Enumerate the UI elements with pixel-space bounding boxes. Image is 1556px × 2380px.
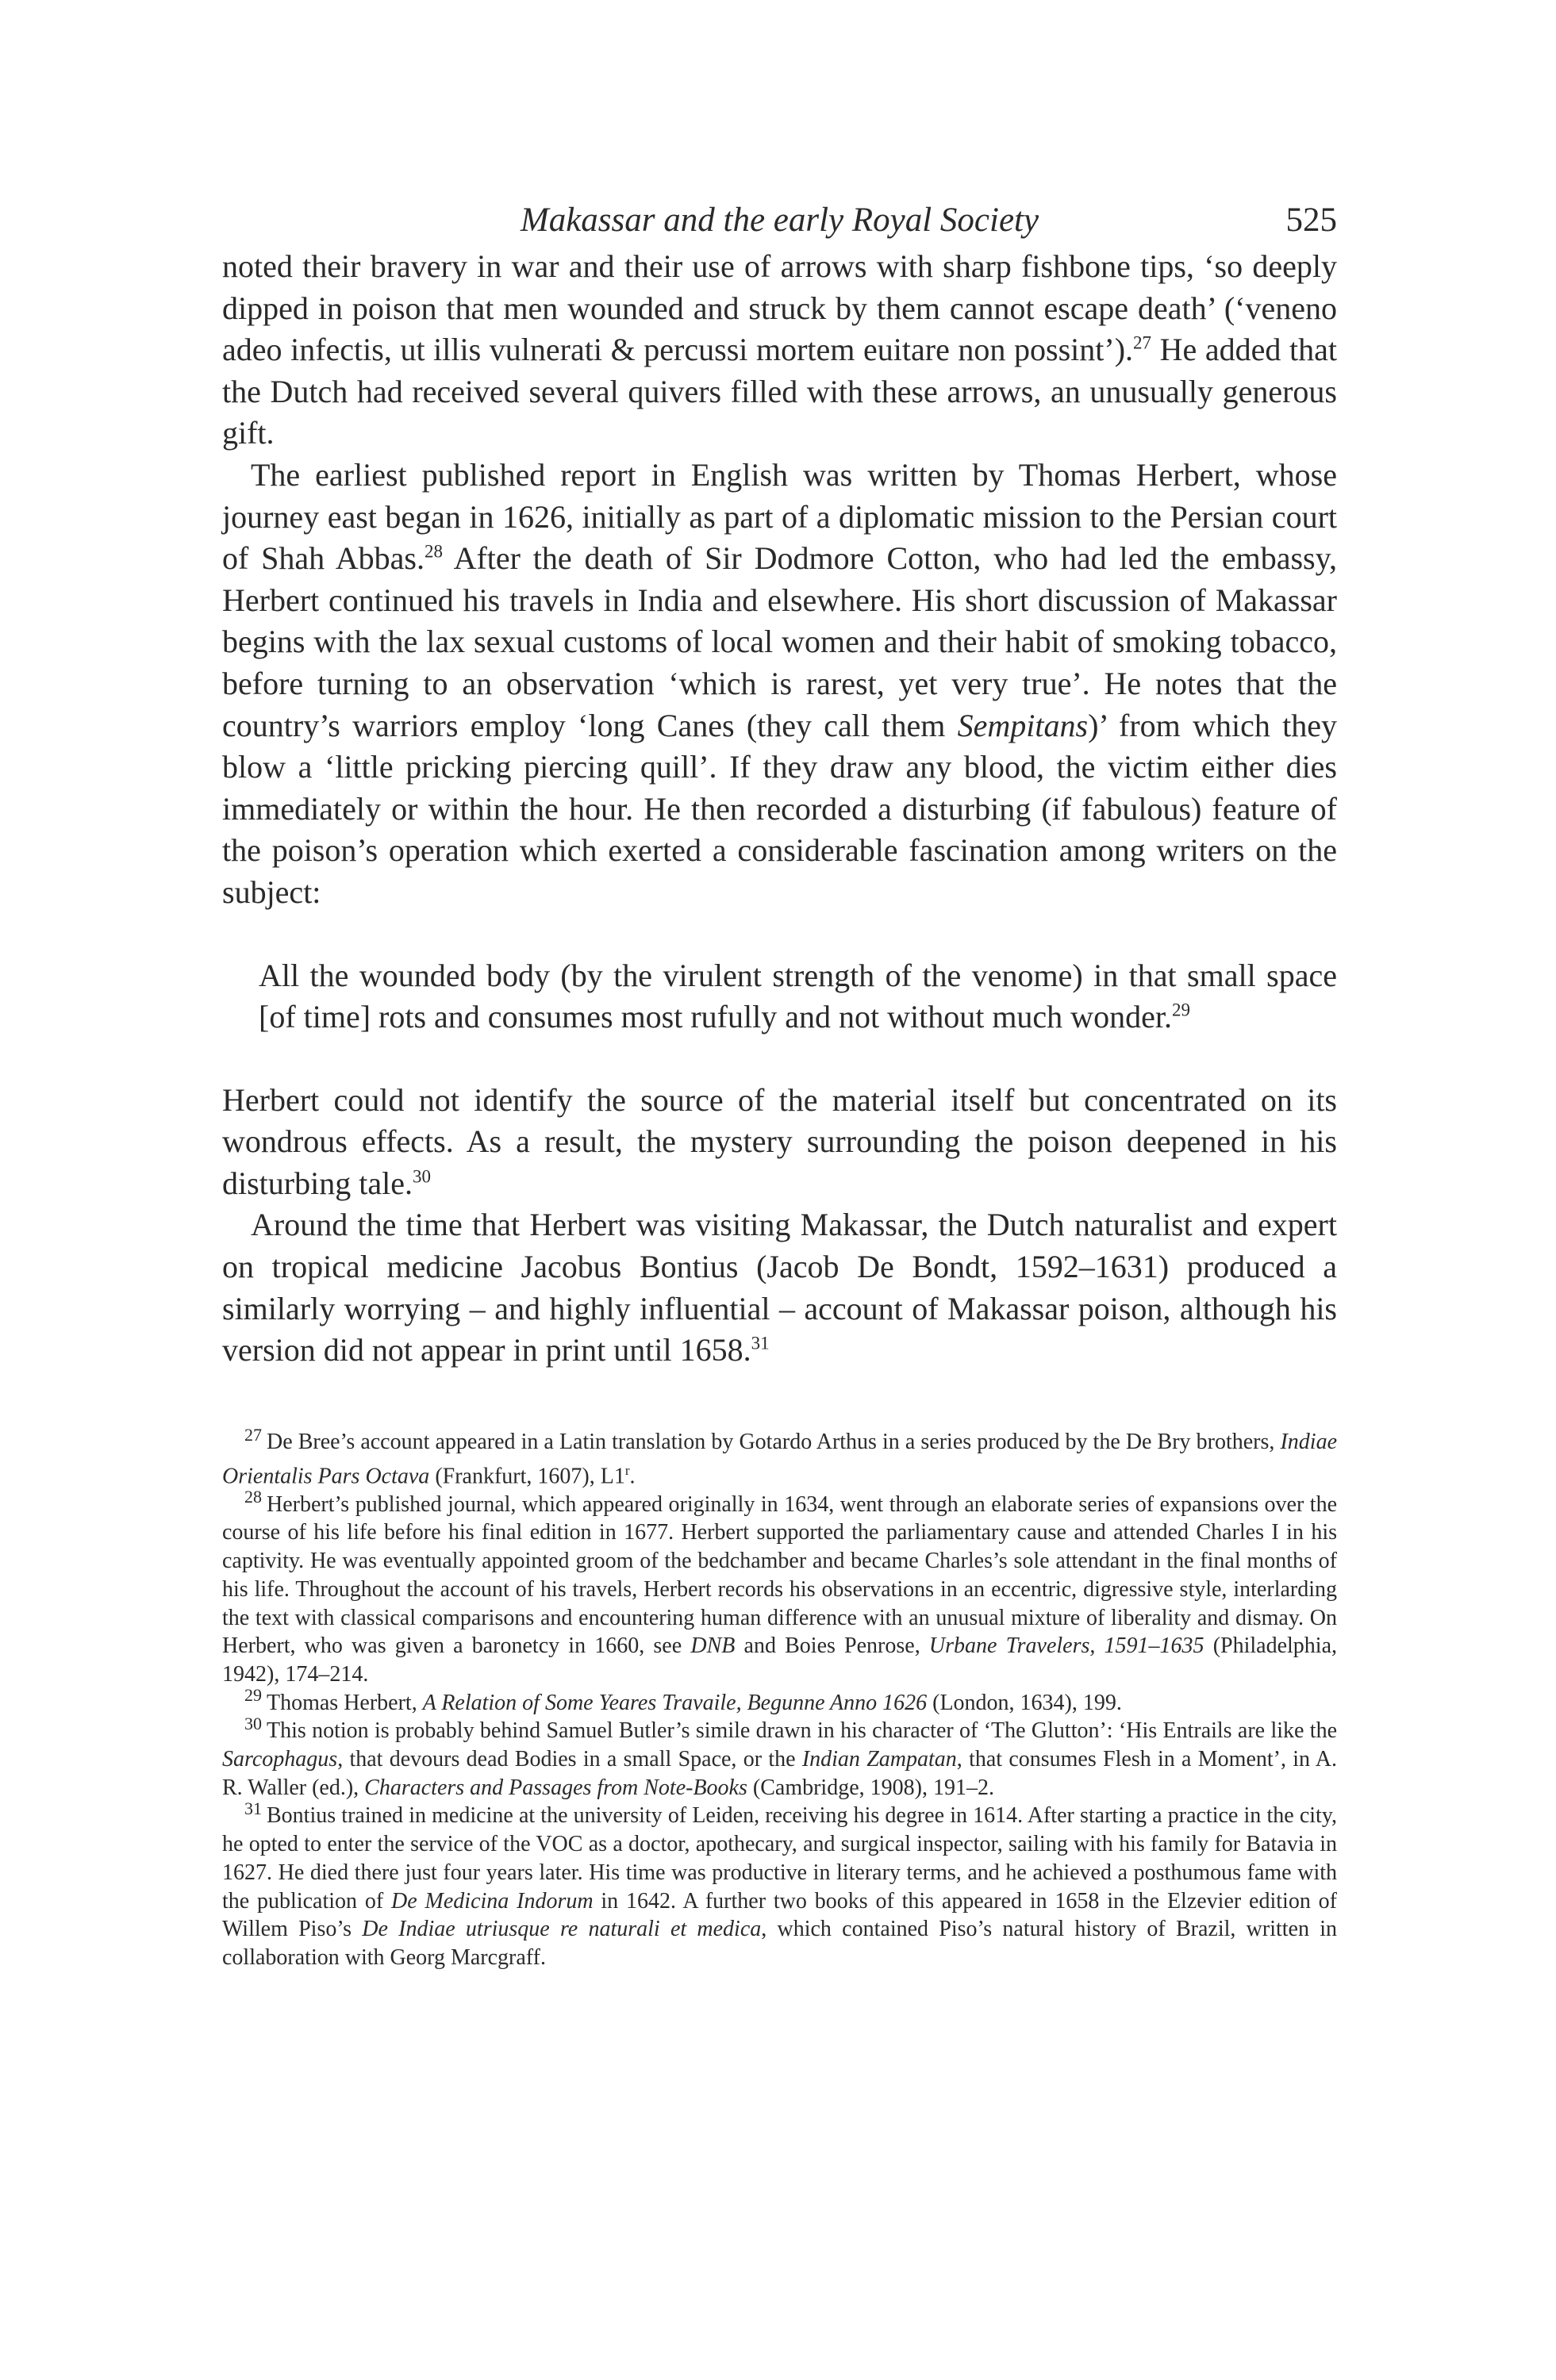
footnote-text: , which contained Piso’s natural history of Brazil, written in collaboration with Georg Marcgraff. bbox=[222, 1917, 1337, 1970]
footnote-text: (Philadelphia, 1942), 174–214. bbox=[222, 1633, 1338, 1687]
footnote-text: . bbox=[629, 1464, 636, 1489]
paragraph-text: )’ from which they blow a ‘little pricking piercing quill’. If they draw any blood, the victim either dies immediately or within the hour. He then recorded a disturbing (if fabulous) feature of the poison’s operation which exerted a considerable fascination among writers on the subject: bbox=[222, 707, 1338, 910]
footnote-title: Indian Zampatan bbox=[801, 1747, 957, 1772]
footnote-text: (London, 1634), 199. bbox=[927, 1690, 1122, 1715]
running-head bbox=[222, 197, 1337, 244]
footnote-text: , that devours dead Bodies in a small Space, or the bbox=[337, 1747, 802, 1772]
footnote-number: 29 bbox=[244, 1685, 262, 1706]
paragraph-2 bbox=[222, 455, 1337, 914]
footnote-28 bbox=[222, 1487, 1338, 1689]
paragraph-text: noted their bravery in war and their use of arrows with sharp fishbone tips, ‘so deeply dipped in poison that men wounded and struck by them cannot escape death’ (‘veneno adeo infectis, ut illis vulnerati & percussi mortem euitare non possint’). bbox=[222, 248, 1337, 368]
block-quote bbox=[259, 955, 1337, 1038]
paragraph-text: Around the time that Herbert was visiting Makassar, the Dutch naturalist and expert on tropical medicine Jacobus Bontius (Jacob De Bondt, 1592–1631) produced a similarly worrying – and highly influential – account of Makassar poison, although his version did not appear in print until 1658. bbox=[222, 1207, 1337, 1368]
footnote-number: 30 bbox=[244, 1714, 262, 1734]
footnote-text: Herbert’s published journal, which appeared originally in 1634, went through an elaborate series of expansions over the course of his life before his final edition in 1677. Herbert supported the parliamentary cause and attended Charles I in his captivity. He was eventually appointed groom of the bedchamber and became Charles’s sole attendant in the final months of his life. Throughout the account of his travels, Herbert records his observations in an eccentric, digressive style, interlarding the text with classical comparisons and encountering human difference with an unusual mixture of liberality and dismay. On Herbert, who was given a baronetcy in 1660, see bbox=[222, 1491, 1337, 1659]
footnote-ref-28: 28 bbox=[424, 541, 443, 562]
footnote-29 bbox=[222, 1685, 1337, 1718]
footnote-text: , that consumes Flesh in a Moment’, in A. R. Waller (ed.), bbox=[222, 1747, 1337, 1800]
footnote-title: A Relation of Some Yeares Travaile, Begunne Anno 1626 bbox=[422, 1690, 928, 1715]
footnote-ref-31: 31 bbox=[751, 1333, 770, 1353]
main-text bbox=[222, 246, 1337, 1372]
paragraph-3 bbox=[222, 1080, 1337, 1205]
footnote-text: Bontius trained in medicine at the university of Leiden, receiving his degree in 1614. After starting a practice in the city, he opted to enter the service of the VOC as a doctor, apothecary, and surgical inspector, sailing with his family for Batavia in 1627. He died there just four years later. His time was productive in literary terms, and he achieved a posthumous fame with the publication of bbox=[222, 1803, 1337, 1914]
footnote-text: (Cambridge, 1908), 191–2. bbox=[747, 1775, 994, 1800]
footnote-text: and Boies Penrose, bbox=[735, 1633, 929, 1659]
footnote-title: Characters and Passages from Note-Books bbox=[364, 1775, 747, 1800]
footnote-31 bbox=[222, 1798, 1337, 1971]
paragraph-4 bbox=[222, 1204, 1337, 1371]
page-number: 525 bbox=[1285, 202, 1337, 239]
paragraph-text: The earliest published report in English was written by Thomas Herbert, whose journey east began in 1626, initially as part of a diplomatic mission to the Persian court of Shah Abbas. bbox=[222, 456, 1337, 577]
footnote-title: Indiae Orientalis Pars Octava bbox=[222, 1430, 1337, 1489]
footnote-ref-30: 30 bbox=[412, 1166, 431, 1187]
footnote-superscript: r bbox=[624, 1462, 630, 1478]
footnote-ref-29: 29 bbox=[1171, 1000, 1190, 1020]
footnote-title: Sarcophagus bbox=[222, 1747, 338, 1772]
paragraph-1 bbox=[222, 246, 1337, 455]
paragraph-text: He added that the Dutch had received several quivers filled with these arrows, an unusually generous gift. bbox=[222, 332, 1338, 451]
footnote-text: De Bree’s account appeared in a Latin translation by Gotardo Arthus in a series produced by the De Bry brothers, bbox=[267, 1430, 1281, 1454]
footnote-title: DNB bbox=[690, 1633, 736, 1659]
footnote-number: 31 bbox=[244, 1798, 262, 1819]
footnote-27 bbox=[222, 1424, 1337, 1491]
footnote-text: (Frankfurt, 1607), L1 bbox=[429, 1464, 625, 1489]
running-head-title: Makassar and the early Royal Society bbox=[520, 202, 1039, 239]
footnote-text: in 1642. A further two books of this appeared in 1658 in the Elzevier edition of Willem Piso’s bbox=[222, 1888, 1337, 1942]
footnote-title: De Medicina Indorum bbox=[391, 1888, 594, 1914]
footnote-text: Thomas Herbert, bbox=[267, 1690, 423, 1715]
footnote-title: De Indiae utriusque re naturali et medica bbox=[362, 1917, 762, 1942]
quote-text: All the wounded body (by the virulent strength of the venome) in that small space [of time] rots and consumes most rufully and not without much wonder. bbox=[259, 957, 1337, 1035]
footnote-ref-27: 27 bbox=[1133, 332, 1152, 353]
footnote-title: Urbane Travelers, 1591–1635 bbox=[928, 1633, 1204, 1659]
footnote-30 bbox=[222, 1714, 1337, 1802]
italic-term: Sempitans bbox=[957, 707, 1089, 743]
paragraph-text: Herbert could not identify the source of the material itself but concentrated on its wondrous effects. As a result, the mystery surrounding the poison deepened in his disturbing tale. bbox=[222, 1081, 1337, 1201]
footnote-number: 28 bbox=[244, 1487, 262, 1507]
footnote-number: 27 bbox=[244, 1424, 262, 1445]
footnote-text: This notion is probably behind Samuel Butler’s simile drawn in his character of ‘The Glutton’: ‘His Entrails are like the bbox=[267, 1718, 1337, 1744]
footnotes bbox=[222, 1424, 1338, 1972]
paragraph-text: After the death of Sir Dodmore Cotton, who had led the embassy, Herbert continued his travels in India and elsewhere. His short discussion of Makassar begins with the lax sexual customs of local women and their habit of smoking tobacco, before turning to an observation ‘which is rarest, yet very true’. He notes that the country’s warriors employ ‘long Canes (they call them bbox=[222, 540, 1337, 743]
